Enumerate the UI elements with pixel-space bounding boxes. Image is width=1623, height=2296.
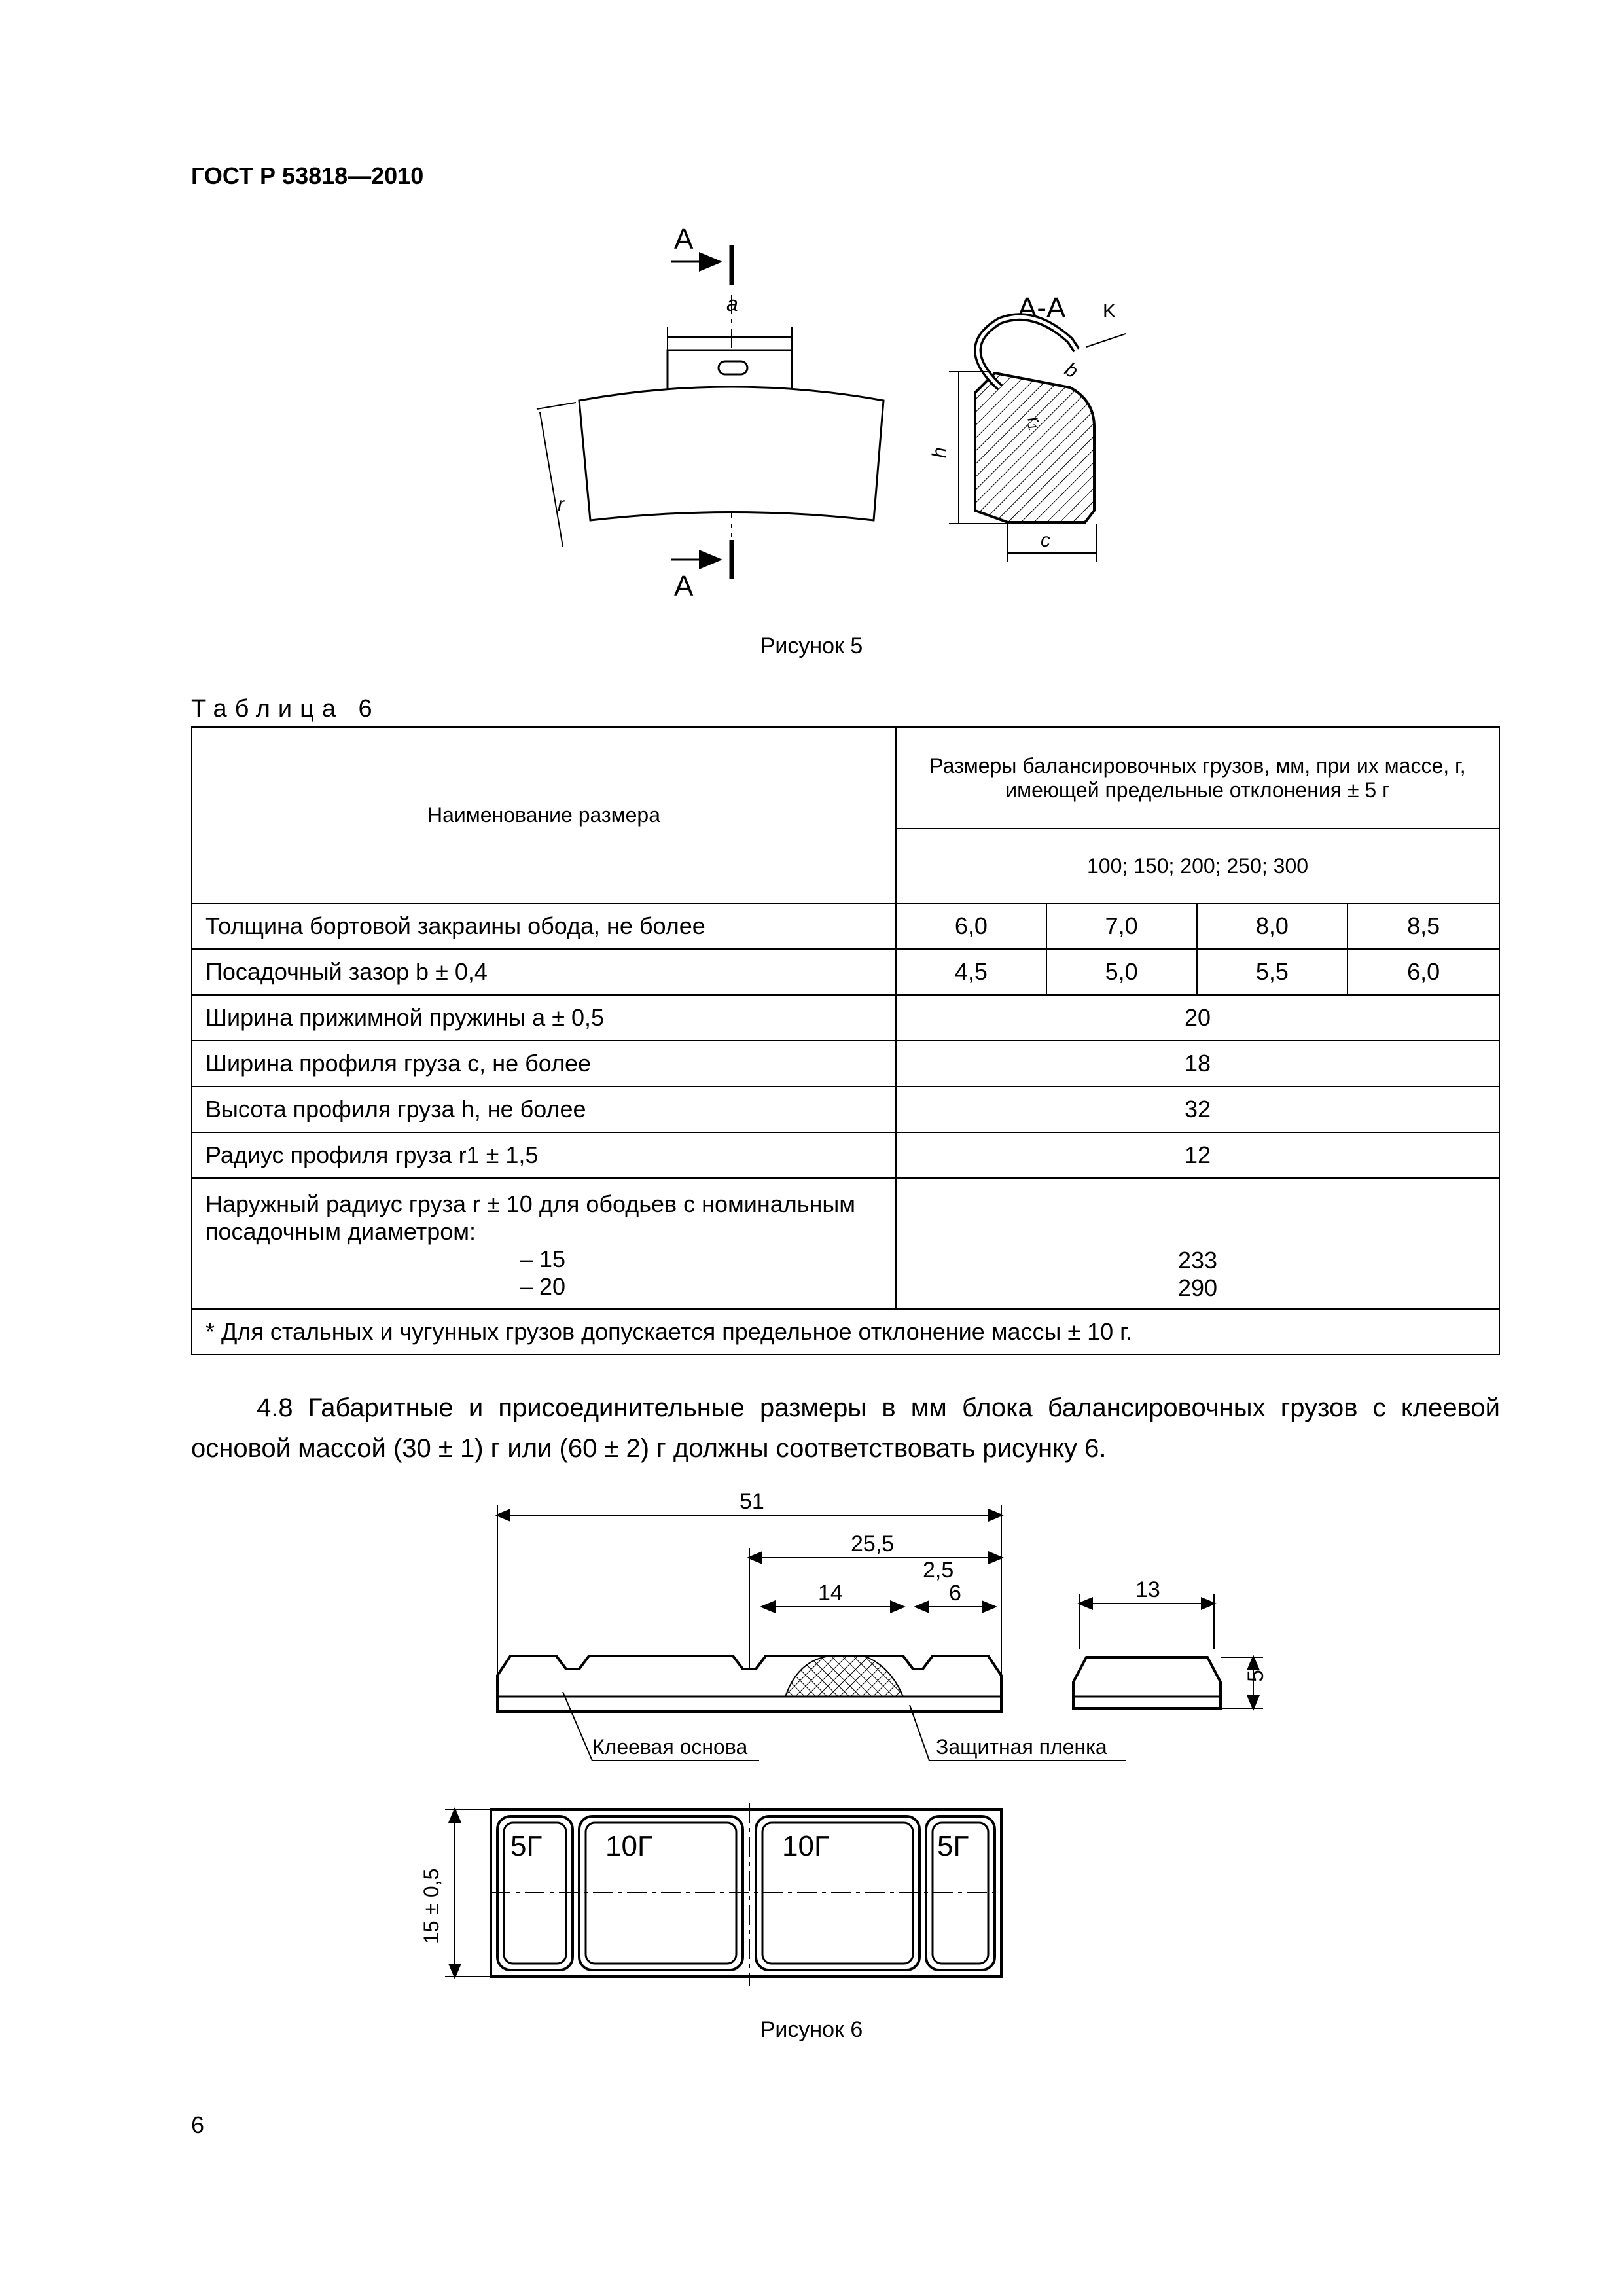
label-film: Защитная пленка: [936, 1735, 1107, 1759]
cell-value: 5,5: [1197, 949, 1348, 995]
dim-2-5: 2,5: [923, 1558, 954, 1583]
header-masses: 100; 150; 200; 250; 300: [896, 829, 1499, 903]
row-name: Посадочный зазор b ± 0,4: [192, 949, 896, 995]
row-name: Ширина профиля груза c, не более: [192, 1041, 896, 1086]
row-name: Радиус профиля груза r1 ± 1,5: [192, 1132, 896, 1178]
cell-value: 4,5: [896, 949, 1046, 995]
label-adhesive: Клеевая основа: [592, 1735, 748, 1759]
table-row: [192, 995, 1499, 1041]
radius-row-label: Наружный радиус груза r ± 10 для ободьев с номинальным посадочным диаметром:: [205, 1191, 856, 1245]
table-row: [192, 1086, 1499, 1132]
dim-r1-label: r₁: [1024, 413, 1047, 432]
figure-6-drawing: [406, 1486, 1296, 2003]
header-values-column: Размеры балансировочных грузов, мм, при их массе, г, имеющей предельные отклонения ± 5 г: [896, 727, 1499, 829]
section-mark-top: А: [674, 223, 694, 255]
dim-13: 13: [1135, 1577, 1160, 1602]
paragraph-4-8: 4.8 Габаритные и присоединительные размеры в мм блока балансировочных грузов с клеевой основой массой (30 ± 1) г или (60 ± 2) г должны соответствовать рисунку 6.: [191, 1393, 1500, 1463]
radius-sub-label: – 20: [520, 1273, 566, 1300]
dim-25-5: 25,5: [851, 1532, 895, 1556]
radius-sub-label: – 15: [520, 1246, 566, 1272]
dim-a-label: a: [726, 292, 738, 315]
label-k: K: [1103, 300, 1116, 322]
dim-5: 5: [1243, 1670, 1268, 1682]
dim-c-label: c: [1041, 529, 1050, 551]
table-row: [192, 1178, 1499, 1309]
table-title: Таблица 6: [191, 695, 380, 723]
cell-value: 12: [896, 1132, 1499, 1178]
table-row: [192, 949, 1499, 995]
cell-label: 10Г: [605, 1830, 653, 1862]
table-row: [192, 1041, 1499, 1086]
cell-value: 32: [896, 1086, 1499, 1132]
cell-value: 8,5: [1347, 903, 1499, 949]
document-header: ГОСТ Р 53818—2010: [191, 162, 424, 189]
cell-value: 5,0: [1046, 949, 1197, 995]
dim-14: 14: [818, 1581, 843, 1605]
section-title: А-А: [1018, 292, 1066, 324]
cell-value: 8,0: [1197, 903, 1348, 949]
figure-5-drawing: [510, 216, 1126, 622]
figure-6-caption: Рисунок 6: [760, 2017, 863, 2042]
cell-value: 233: [1177, 1247, 1218, 1274]
row-name: Ширина прижимной пружины a ± 0,5: [192, 995, 896, 1041]
table-row: [192, 903, 1499, 949]
dim-15: 15 ± 0,5: [419, 1868, 443, 1944]
table-6: [191, 726, 1500, 1355]
dim-6: 6: [949, 1581, 961, 1605]
figure-5-caption: Рисунок 5: [760, 634, 863, 658]
dim-51: 51: [740, 1489, 764, 1514]
cell-value: 20: [896, 995, 1499, 1041]
cell-value: 18: [896, 1041, 1499, 1086]
page-number: 6: [191, 2111, 205, 2138]
row-name: Толщина бортовой закраины обода, не более: [192, 903, 896, 949]
dim-h-label: h: [929, 447, 950, 458]
header-name-column: Наименование размера: [192, 727, 896, 903]
radius-values: [896, 1178, 1499, 1309]
table-footnote: * Для стальных и чугунных грузов допускается предельное отклонение массы ± 10 г.: [192, 1309, 1499, 1355]
section-mark-bottom: А: [674, 570, 694, 602]
dim-b-label: b: [1061, 358, 1082, 383]
dim-r-label: r: [558, 493, 564, 515]
table-row: [192, 1132, 1499, 1178]
cell-value: 6,0: [1347, 949, 1499, 995]
cell-value: 6,0: [896, 903, 1046, 949]
row-name: Высота профиля груза h, не более: [192, 1086, 896, 1132]
cell-label: 5Г: [937, 1830, 969, 1862]
row-name-radius: [192, 1178, 896, 1309]
cell-value: 7,0: [1046, 903, 1197, 949]
cell-label: 10Г: [782, 1830, 830, 1862]
cell-value: 290: [1177, 1274, 1218, 1301]
cell-label: 5Г: [510, 1830, 543, 1862]
